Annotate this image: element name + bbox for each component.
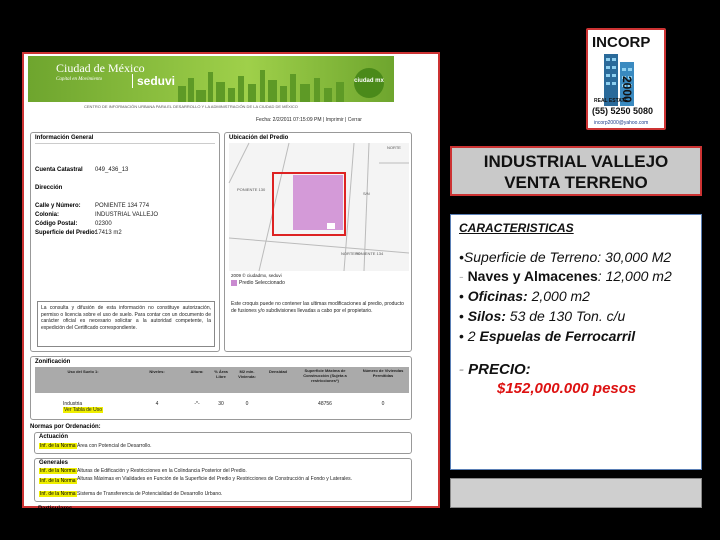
- price-value: $152,000.000 pesos: [497, 380, 637, 397]
- ubicacion-panel: [224, 132, 412, 352]
- col-uso: Uso del Suelo 1:: [67, 369, 99, 374]
- generales-item: Alturas de Edificación y Restricciones en la Colindancia Posterior del Predio.: [77, 468, 247, 474]
- seduvi-header: [28, 56, 394, 102]
- street-label-2: PONIENTE 134: [355, 251, 384, 256]
- generales-panel: [34, 458, 412, 502]
- superficie-label: Superficie del Predio:: [35, 230, 97, 236]
- feature-item: [459, 288, 693, 305]
- map-copyright: 2009 © ciudadmx, seduvi: [231, 273, 282, 278]
- close-link[interactable]: Cerrar: [347, 117, 362, 123]
- legend-label: Predio Seleccionado: [239, 280, 285, 286]
- feature-value: : 12,000 m2: [597, 268, 672, 284]
- ubicacion-title: Ubicación del Predio: [229, 135, 289, 141]
- toolbar: Fecha: 2/2/2011 07:15:09 PM | Imprimir | Cerrar: [256, 117, 362, 123]
- cell-viviendas: 0: [381, 401, 385, 407]
- footer-bar: [450, 478, 702, 508]
- col-densidad: Densidad: [268, 369, 287, 374]
- title-line-2: VENTA TERRENO: [504, 173, 648, 192]
- colonia-value: INDUSTRIAL VALLEJO: [95, 212, 159, 218]
- feature-label: Silos:: [467, 308, 506, 324]
- document-frame: [22, 52, 440, 512]
- street-label-4: S/N: [363, 191, 370, 196]
- brand-name: INCORP: [592, 34, 651, 51]
- actuacion-title: Actuación: [39, 434, 69, 440]
- actuacion-item: Área con Potencial de Desarrollo.: [77, 443, 152, 449]
- cp-value: 02300: [95, 221, 112, 227]
- cell-area-libre: 30: [218, 401, 224, 407]
- cm-logo: [354, 68, 384, 98]
- street-label-3: NORTE 59: [341, 251, 361, 256]
- col-viviendas: Número de Viviendas Permitidas: [362, 368, 404, 378]
- calle-value: PONIENTE 134 774: [95, 203, 150, 209]
- particulares-title: Particulares: [38, 506, 73, 512]
- print-link[interactable]: Imprimir: [325, 117, 344, 123]
- table-header: [35, 367, 409, 393]
- feature-label: 2: [467, 328, 480, 344]
- cuenta-value: 049_436_13: [95, 167, 129, 173]
- superficie-value: 17413 m2: [95, 230, 122, 236]
- location-map: [229, 143, 409, 271]
- inf-norma-link[interactable]: Inf. de la Norma: [40, 491, 76, 497]
- info-general-title: Información General: [35, 135, 94, 141]
- feature-item: [459, 268, 693, 285]
- feature-label: Superficie de Terreno: 30,000 M2: [463, 249, 672, 265]
- feature-bullet: •: [459, 249, 464, 265]
- city-skyline-icon: [178, 66, 348, 102]
- table-row: [35, 393, 409, 413]
- inf-norma-link[interactable]: Inf. de la Norma: [40, 443, 76, 449]
- disclaimer-text: La consulta y difusión de esta información no constituye autorización, permiso o licencia sobre el uso de suelo. Para contar con un documento de carácter oficial es necesario solicitar a la autoridad competente, la expedición del Certificado correspondiente.: [41, 305, 211, 331]
- feature-value: 53 de 130 Ton. c/u: [505, 308, 626, 324]
- cell-m2-vivienda: 0: [245, 401, 249, 407]
- cell-uso: Industria: [63, 401, 83, 407]
- seduvi-logo: seduvi: [132, 74, 175, 88]
- street-label-1: NORTE: [387, 145, 401, 150]
- date-label: Fecha: 2/2/2011 07:15:09 PM: [256, 117, 322, 123]
- brand-tag: REAL ESTATE: [594, 98, 628, 104]
- cell-superficie: 48756: [318, 401, 332, 407]
- cm-logo-text: ciudad mx: [354, 78, 384, 84]
- col-superficie: Superficie Máxima de Construcción (Sujeta a restricciones*): [303, 368, 347, 383]
- feature-label: Oficinas:: [467, 288, 528, 304]
- features-panel: [450, 214, 702, 470]
- disclaimer-box: [37, 301, 215, 347]
- legend-swatch: [231, 280, 237, 286]
- brand-email: incorp2000@yahoo.com: [594, 120, 649, 126]
- cell-densidad: [263, 401, 293, 413]
- feature-value: Espuelas de Ferrocarril: [479, 328, 636, 344]
- inf-norma-link[interactable]: Inf. de la Norma: [40, 478, 76, 484]
- cuenta-label: Cuenta Catastral: [35, 167, 83, 173]
- feature-bullet: •: [459, 308, 464, 324]
- price-label-text: PRECIO:: [468, 361, 531, 378]
- generales-item: Sistema de Transferencia de Potencialidad de Desarrollo Urbano.: [77, 491, 223, 497]
- map-note: Este croquis puede no contener las ultimas modificaciones al predio, producto de fusiones y/o subdivisiones llevadas a cabo por el propietario.: [231, 301, 404, 314]
- feature-bullet: -: [459, 268, 464, 284]
- feature-item: [459, 249, 693, 266]
- logo-sub: Capital en Movimiento: [56, 77, 103, 82]
- cell-altura: -*-: [194, 401, 200, 407]
- zonificacion-table: [35, 367, 409, 413]
- info-general-panel: [30, 132, 220, 352]
- title-box: [450, 146, 702, 196]
- cp-label: Código Postal:: [35, 221, 78, 227]
- feature-bullet: •: [459, 328, 464, 344]
- features-heading: CARACTERISTICAS: [459, 221, 574, 235]
- calle-label: Calle y Número:: [35, 203, 81, 209]
- feature-label: Naves y Almacenes: [467, 268, 598, 284]
- feature-bullet: •: [459, 288, 464, 304]
- brand-year: 2000: [620, 76, 634, 103]
- col-m2-vivienda: M2 min. Vivienda:: [238, 369, 256, 379]
- logo-text: Ciudad de México: [56, 61, 145, 75]
- brand-logo: [586, 28, 666, 130]
- col-area-libre: % Área Libre: [214, 369, 228, 379]
- header-subtitle: CENTRO DE INFORMACIÓN URBANA PARA EL DESARROLLO Y LA ADMINISTRACIÓN DE LA CIUDAD DE MÉXICO: [84, 104, 298, 109]
- col-altura: Altura:: [190, 369, 204, 374]
- feature-item: [459, 308, 693, 325]
- generales-title: Generales: [39, 460, 69, 466]
- actuacion-panel: [34, 432, 412, 454]
- zonificacion-panel: [30, 356, 412, 420]
- info-divider: [35, 143, 215, 144]
- brand-phone: (55) 5250 5080: [592, 106, 654, 116]
- ver-tabla-link[interactable]: Ver Tabla de Uso: [64, 407, 102, 413]
- street-label-5: PONIENTE 130: [237, 187, 266, 192]
- colonia-label: Colonia:: [35, 212, 59, 218]
- title-line-1: INDUSTRIAL VALLEJO: [483, 152, 669, 171]
- price-bullet: -: [459, 361, 464, 378]
- col-niveles: Niveles:: [149, 369, 165, 374]
- price-label: [459, 361, 693, 378]
- inf-norma-link[interactable]: Inf. de la Norma: [40, 468, 76, 474]
- cell-niveles: 4: [155, 401, 159, 407]
- feature-value: 2,000 m2: [527, 288, 590, 304]
- direccion-label: Dirección: [35, 185, 63, 191]
- zonificacion-title: Zonificación: [35, 359, 71, 365]
- generales-item: Alturas Máximas en Vialidades en Función de la Superficie del Predio y Restricciones de Construcción al Fondo y Laterales.: [77, 476, 353, 482]
- feature-item: [459, 328, 693, 345]
- normas-title: Normas por Ordenación:: [30, 424, 101, 430]
